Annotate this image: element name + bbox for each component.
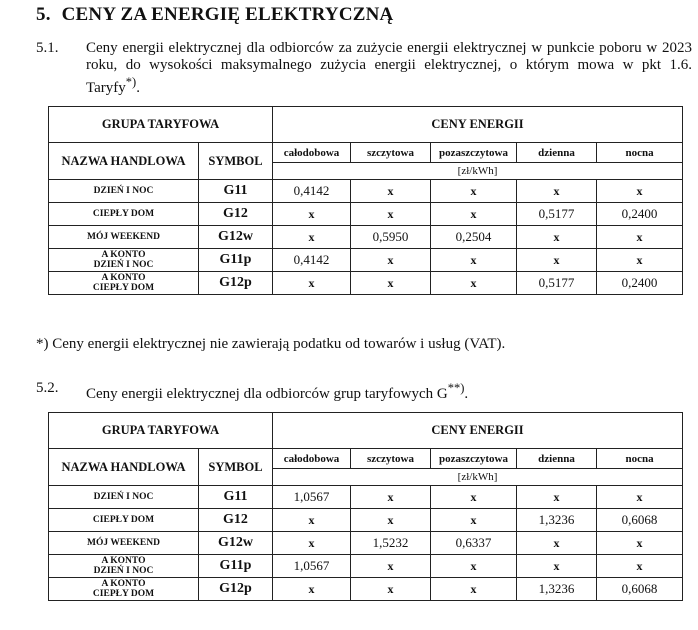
price-cell: x bbox=[273, 532, 351, 555]
price-cell: x bbox=[351, 486, 431, 509]
price-cell: x bbox=[273, 203, 351, 226]
price-table-1 bbox=[48, 106, 683, 295]
price-cell: 1,3236 bbox=[517, 578, 597, 601]
paragraph-text bbox=[86, 380, 692, 403]
price-cell: x bbox=[273, 578, 351, 601]
zone-header: całodobowa bbox=[273, 449, 351, 469]
price-cell: x bbox=[431, 555, 517, 578]
section-title: CENY ZA ENERGIĘ ELEKTRYCZNĄ bbox=[61, 4, 394, 25]
price-cell: 0,6068 bbox=[597, 578, 683, 601]
price-cell: 0,6068 bbox=[597, 509, 683, 532]
trade-name-line: DZIEŃ I NOC bbox=[93, 492, 154, 502]
price-cell: x bbox=[597, 555, 683, 578]
zone-header: całodobowa bbox=[273, 143, 351, 163]
price-cell: x bbox=[517, 226, 597, 249]
symbol-header: SYMBOL bbox=[199, 143, 273, 180]
symbol-cell: G12p bbox=[199, 578, 273, 601]
unit-label: [zł/kWh] bbox=[273, 163, 683, 180]
price-cell: x bbox=[273, 226, 351, 249]
trade-name-line: MÓJ WEEKEND bbox=[87, 232, 160, 242]
price-table-2 bbox=[48, 412, 683, 601]
trade-name-line: A KONTO bbox=[101, 273, 146, 283]
symbol-header: SYMBOL bbox=[199, 449, 273, 486]
header-row-1 bbox=[49, 107, 683, 143]
header-row-2 bbox=[49, 143, 683, 163]
table-row bbox=[49, 272, 683, 295]
price-cell: x bbox=[431, 486, 517, 509]
trade-name-line: DZIEŃ I NOC bbox=[93, 566, 154, 576]
price-cell: x bbox=[517, 180, 597, 203]
price-cell: 1,3236 bbox=[517, 509, 597, 532]
price-cell: 1,0567 bbox=[273, 555, 351, 578]
group-header: GRUPA TARYFOWA bbox=[49, 107, 273, 143]
symbol-cell: G12p bbox=[199, 272, 273, 295]
price-cell: x bbox=[351, 203, 431, 226]
table-row bbox=[49, 509, 683, 532]
price-cell: 0,2504 bbox=[431, 226, 517, 249]
price-cell: x bbox=[517, 532, 597, 555]
price-cell: x bbox=[431, 180, 517, 203]
group-header: GRUPA TARYFOWA bbox=[49, 413, 273, 449]
price-cell: x bbox=[431, 578, 517, 601]
price-cell: 0,6337 bbox=[431, 532, 517, 555]
price-cell: 0,5950 bbox=[351, 226, 431, 249]
trade-name-cell bbox=[49, 226, 199, 249]
trade-name-header: NAZWA HANDLOWA bbox=[49, 143, 199, 180]
price-cell: x bbox=[351, 555, 431, 578]
zone-header: dzienna bbox=[517, 449, 597, 469]
trade-name-line: DZIEŃ I NOC bbox=[93, 186, 154, 196]
trade-name-cell bbox=[49, 180, 199, 203]
trade-name-cell bbox=[49, 555, 199, 578]
table-row bbox=[49, 532, 683, 555]
paragraph-end: . bbox=[464, 386, 469, 402]
price-cell: 0,2400 bbox=[597, 203, 683, 226]
price-cell: x bbox=[431, 203, 517, 226]
paragraph-number: 5.1. bbox=[36, 40, 59, 56]
symbol-cell: G11 bbox=[199, 180, 273, 203]
table-row bbox=[49, 226, 683, 249]
paragraph-end: . bbox=[136, 80, 140, 96]
table-row bbox=[49, 486, 683, 509]
symbol-cell: G12 bbox=[199, 203, 273, 226]
zone-header: szczytowa bbox=[351, 449, 431, 469]
paragraph-body: Ceny energii elektrycznej dla odbiorców grup taryfowych G bbox=[86, 386, 448, 402]
table-row bbox=[49, 180, 683, 203]
prices-header: CENY ENERGII bbox=[273, 413, 683, 449]
trade-name-line: MÓJ WEEKEND bbox=[87, 538, 160, 548]
paragraph-body: Ceny energii elektrycznej dla odbiorców za zużycie energii elektrycznej w punkcie poboru w 2023 roku, do wysokości maksymalnego zużycia energii elektrycznej, o którym mowa w pkt 1.6. Taryfy bbox=[86, 40, 692, 96]
zone-header: pozaszczytowa bbox=[431, 143, 517, 163]
table-row bbox=[49, 578, 683, 601]
price-cell: x bbox=[597, 226, 683, 249]
trade-name-cell bbox=[49, 532, 199, 555]
price-cell: x bbox=[273, 509, 351, 532]
price-cell: x bbox=[517, 555, 597, 578]
price-cell: 0,5177 bbox=[517, 272, 597, 295]
footnote-marker: **) bbox=[447, 381, 465, 395]
zone-header: pozaszczytowa bbox=[431, 449, 517, 469]
trade-name-line: DZIEŃ I NOC bbox=[93, 260, 154, 270]
symbol-cell: G12 bbox=[199, 509, 273, 532]
zone-header: dzienna bbox=[517, 143, 597, 163]
header-row-1 bbox=[49, 413, 683, 449]
price-cell: x bbox=[351, 578, 431, 601]
symbol-cell: G12w bbox=[199, 532, 273, 555]
symbol-cell: G11p bbox=[199, 555, 273, 578]
price-cell: 0,5177 bbox=[517, 203, 597, 226]
trade-name-cell bbox=[49, 486, 199, 509]
price-cell: x bbox=[597, 249, 683, 272]
price-cell: x bbox=[517, 486, 597, 509]
price-cell: x bbox=[431, 272, 517, 295]
header-row-2 bbox=[49, 449, 683, 469]
trade-name-line: CIEPŁY DOM bbox=[92, 209, 155, 219]
zone-header: nocna bbox=[597, 143, 683, 163]
price-cell: 0,4142 bbox=[273, 180, 351, 203]
prices-header: CENY ENERGII bbox=[273, 107, 683, 143]
trade-name-cell bbox=[49, 203, 199, 226]
price-cell: x bbox=[517, 249, 597, 272]
trade-name-cell bbox=[49, 509, 199, 532]
price-cell: x bbox=[273, 272, 351, 295]
trade-name-cell bbox=[49, 578, 199, 601]
price-cell: x bbox=[597, 532, 683, 555]
unit-label: [zł/kWh] bbox=[273, 469, 683, 486]
symbol-cell: G12w bbox=[199, 226, 273, 249]
trade-name-line: A KONTO bbox=[101, 579, 146, 589]
price-cell: x bbox=[597, 486, 683, 509]
trade-name-cell bbox=[49, 249, 199, 272]
price-cell: 1,5232 bbox=[351, 532, 431, 555]
section-heading bbox=[36, 4, 393, 26]
price-cell: x bbox=[351, 272, 431, 295]
table-row bbox=[49, 555, 683, 578]
table-row bbox=[49, 249, 683, 272]
symbol-cell: G11p bbox=[199, 249, 273, 272]
paragraph-text bbox=[86, 40, 692, 97]
symbol-cell: G11 bbox=[199, 486, 273, 509]
price-cell: 0,2400 bbox=[597, 272, 683, 295]
trade-name-cell bbox=[49, 272, 199, 295]
vat-footnote: *) Ceny energii elektrycznej nie zawierają podatku od towarów i usług (VAT). bbox=[36, 336, 506, 352]
price-cell: x bbox=[351, 180, 431, 203]
price-cell: 1,0567 bbox=[273, 486, 351, 509]
trade-name-line: A KONTO bbox=[101, 250, 146, 260]
section-number: 5. bbox=[36, 4, 51, 25]
trade-name-line: CIEPŁY DOM bbox=[92, 515, 155, 525]
zone-header: nocna bbox=[597, 449, 683, 469]
trade-name-header: NAZWA HANDLOWA bbox=[49, 449, 199, 486]
price-cell: x bbox=[351, 249, 431, 272]
price-cell: x bbox=[597, 180, 683, 203]
zone-header: szczytowa bbox=[351, 143, 431, 163]
footnote-marker: *) bbox=[125, 75, 137, 89]
price-cell: x bbox=[431, 509, 517, 532]
price-cell: x bbox=[351, 509, 431, 532]
trade-name-line: CIEPŁY DOM bbox=[92, 589, 155, 599]
paragraph-number: 5.2. bbox=[36, 380, 59, 396]
price-cell: x bbox=[431, 249, 517, 272]
trade-name-line: CIEPŁY DOM bbox=[92, 283, 155, 293]
price-cell: 0,4142 bbox=[273, 249, 351, 272]
table-row bbox=[49, 203, 683, 226]
trade-name-line: A KONTO bbox=[101, 556, 146, 566]
